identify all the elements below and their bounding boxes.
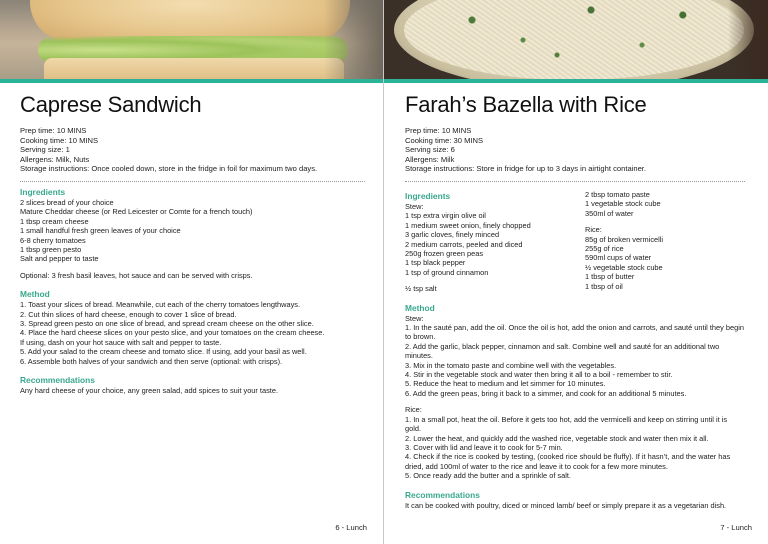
ingredient-item: 1 tsp extra virgin olive oil — [405, 211, 486, 221]
ingredient-item: Salt and pepper to taste — [20, 254, 99, 264]
recipe-meta — [20, 126, 365, 174]
recommendations-heading: Recommendations — [405, 489, 480, 500]
method-step: 4. Place the hard cheese slices on your pesto slice, and your tomatoes on the cream cheese. — [20, 328, 325, 338]
rice-label: Rice: — [585, 225, 602, 235]
ingredient-item: 250g frozen green peas — [405, 249, 484, 258]
recommendations-heading: Recommendations — [20, 375, 95, 386]
storage-instructions: Storage instructions: Store in fridge for up to 3 days in airtight container. — [405, 164, 647, 174]
ingredient-item: 1 vegetable stock cube — [585, 199, 661, 209]
ingredient-item: 255g of rice — [585, 244, 624, 253]
rice-photo — [384, 0, 768, 80]
ingredient-item: 3 garlic cloves, finely minced — [405, 230, 500, 240]
ingredient-item: 1 tsp black pepper — [405, 258, 466, 268]
serving-size: Serving size: 1 — [20, 145, 70, 155]
method-step: 6. Add the green peas, bring it back to a simmer, and cook for an additional 5 minutes. — [405, 388, 687, 398]
method-step: 2. Lower the heat, and quickly add the washed rice, vegetable stock and water then mix it all. — [405, 433, 709, 443]
method-list — [405, 314, 745, 481]
ingredient-item: 350ml of water — [585, 208, 634, 218]
method-stew-label: Stew: — [405, 313, 424, 323]
method-rice-label: Rice: — [405, 405, 422, 415]
ingredient-item: 1 medium sweet onion, finely chopped — [405, 220, 531, 230]
ingredient-item: 2 medium carrots, peeled and diced — [405, 239, 523, 249]
method-step: 4. Check if the rice is cooked by testing, (cooked rice should be fluffy). If it hasn’t, and the water has dried, add 100ml of water to the rice and leave it to cook for a few more minutes. — [405, 452, 731, 471]
ingredient-item: 1 tsp of ground cinnamon — [405, 267, 489, 277]
ingredient-item: ½ tsp salt — [405, 284, 437, 294]
ingredients-heading: Ingredients — [20, 186, 66, 197]
cooking-time: Cooking time: 10 MINS — [20, 135, 99, 145]
stew-label: Stew: — [405, 201, 424, 211]
ingredient-item: 2 tbsp tomato paste — [585, 189, 650, 199]
recipe-title: Caprese Sandwich — [20, 92, 202, 117]
ingredient-item: 1 tbsp of oil — [585, 281, 623, 291]
recommendation-line: It can be cooked with poultry, diced or minced lamb/ beef or simply prepare it as a vegetarian dish. — [405, 500, 727, 510]
method-step: 1. Toast your slices of bread. Meanwhile, cut each of the cherry tomatoes lengthways. — [20, 300, 301, 310]
optional-note: Optional: 3 fresh basil leaves, hot sauce and can be served with crisps. — [20, 270, 253, 280]
ingredient-item: ½ vegetable stock cube — [585, 262, 663, 272]
method-step: 5. Reduce the heat to medium and let simmer for 10 minutes. — [405, 379, 606, 389]
method-step: 5. Once ready add the butter and a sprinkle of salt. — [405, 471, 571, 481]
accent-band — [0, 79, 384, 83]
ingredient-item: 2 slices bread of your choice — [20, 197, 114, 207]
method-step: 1. In the sauté pan, add the oil. Once the oil is hot, add the onion and carrots, and sauté until they begin to brown. — [405, 323, 744, 342]
allergens: Allergens: Milk — [405, 154, 455, 164]
stew-ingredients — [405, 202, 575, 294]
bread-bottom-shape — [44, 58, 344, 80]
recommendations-text — [405, 501, 745, 510]
ingredients-column-2 — [585, 187, 745, 294]
allergens: Allergens: Milk, Nuts — [20, 154, 90, 164]
sandwich-photo — [0, 0, 384, 80]
accent-band — [384, 79, 768, 83]
photo-shadow — [728, 0, 768, 80]
prep-time: Prep time: 10 MINS — [405, 126, 472, 135]
serving-size: Serving size: 6 — [405, 145, 455, 155]
ingredient-item: 1 small handful fresh green leaves of your choice — [20, 226, 181, 236]
right-page — [384, 0, 768, 544]
ingredients-column-1 — [405, 187, 575, 294]
method-step: 4. Stir in the vegetable stock and water then bring it all to a boil - remember to stir. — [405, 370, 673, 380]
method-step: 3. Cover with lid and leave it to cook for 5-7 min. — [405, 442, 563, 452]
right-content — [405, 92, 745, 510]
ingredient-item: 1 tbsp cream cheese — [20, 216, 89, 226]
ingredient-item: 1 tbsp green pesto — [20, 245, 82, 254]
recipe-title: Farah’s Bazella with Rice — [405, 92, 647, 117]
recipe-meta — [405, 126, 745, 174]
method-step: 6. Assemble both halves of your sandwich and then serve (optional: with crisps). — [20, 356, 283, 366]
dotted-divider — [20, 181, 365, 182]
method-heading: Method — [20, 289, 50, 300]
storage-instructions: Storage instructions: Once cooled down, store in the fridge in foil for maximum two days. — [20, 164, 318, 174]
cooking-time: Cooking time: 30 MINS — [405, 135, 484, 145]
dotted-divider — [405, 181, 745, 182]
ingredient-item: Mature Cheddar cheese (or Red Leicester or Comte for a french touch) — [20, 207, 253, 217]
left-content — [20, 92, 365, 395]
ingredient-item: 6-8 cherry tomatoes — [20, 235, 86, 245]
ingredients-heading: Ingredients — [405, 190, 451, 201]
method-step: 3. Mix in the tomato paste and combine well with the vegetables. — [405, 360, 617, 370]
method-step: 2. Add the garlic, black pepper, cinnamon and salt. Combine well and sauté for an additional two minutes. — [405, 341, 720, 361]
method-step: 5. Add your salad to the cream cheese and tomato slice. If using, add your basil as well. — [20, 347, 307, 357]
table-shadow — [324, 0, 384, 80]
ingredients-list — [20, 198, 365, 280]
ingredient-item: 590ml cups of water — [585, 253, 652, 263]
method-step: If using, dash on your hot sauce with salt and pepper to taste. — [20, 337, 222, 347]
prep-time: Prep time: 10 MINS — [20, 126, 87, 135]
page-number: 6 - Lunch — [335, 523, 367, 532]
method-step: 1. In a small pot, heat the oil. Before it gets too hot, add the vermicelli and keep on stirring until it is gold. — [405, 414, 728, 434]
ingredients-columns — [405, 187, 745, 294]
ingredient-item: 1 tbsp of butter — [585, 272, 635, 282]
method-step: 2. Cut thin slices of hard cheese, enough to cover 1 slice of bread. — [20, 309, 237, 319]
method-heading: Method — [405, 302, 435, 313]
method-step: 3. Spread green pesto on one slice of bread, and spread cream cheese on the other slice. — [20, 319, 314, 329]
recommendation-line: Any hard cheese of your choice, any green salad, add spices to suit your taste. — [20, 386, 279, 396]
ingredient-item: 85g of broken vermicelli — [585, 234, 664, 244]
page-number: 7 - Lunch — [720, 523, 752, 532]
method-list — [20, 300, 365, 366]
recommendations-text — [20, 386, 365, 395]
